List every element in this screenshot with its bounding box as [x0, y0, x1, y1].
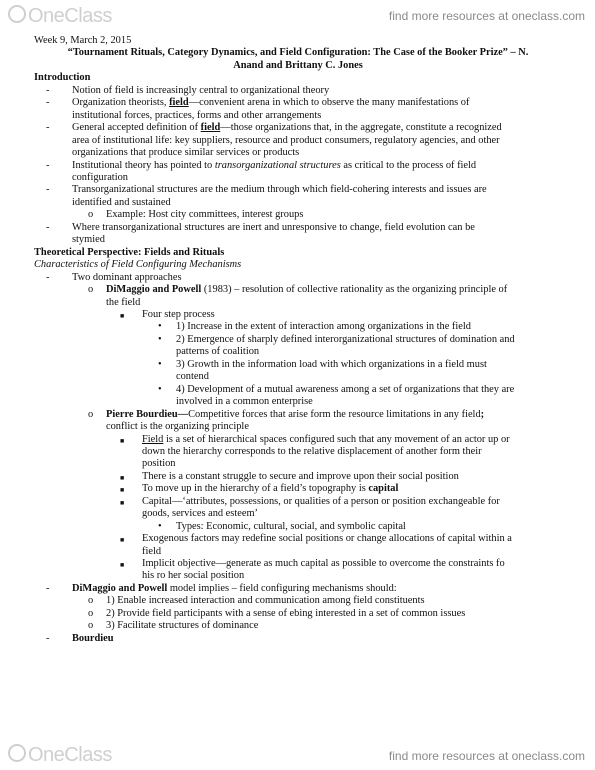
- text: Capital—‘attributes, possessions, or qualities of a person or position exchangeable for: [142, 495, 500, 507]
- intro-item-2-cont: institutional forces, practices, forms and other arrangements: [72, 109, 322, 121]
- text: DiMaggio and Powell: [72, 582, 168, 594]
- dash-marker: -: [46, 122, 50, 134]
- text: Competitive forces that arise form the resource limitations in any field: [188, 408, 481, 420]
- implies-item: [34, 583, 562, 595]
- square-marker: ■: [120, 536, 125, 545]
- doc-date: Week 9, March 2, 2015: [34, 35, 132, 46]
- bourdieu-point-objective: [34, 558, 562, 570]
- bourdieu-point-field-cont2: position: [142, 458, 176, 470]
- text: 2) Provide field participants with a sense of ebing interested in a set of common issues: [106, 607, 466, 619]
- text: (1983) – resolution of collective rationality as the organizing principle of: [201, 284, 508, 296]
- text: —those organizations that, in the aggregate, constitute a recognized: [220, 122, 502, 134]
- header-ad-link[interactable]: find more resources at oneclass.com: [388, 9, 585, 23]
- bourdieu-point-field: [34, 434, 562, 446]
- circle-marker: o: [88, 620, 94, 632]
- text: Pierre Bourdieu—: [106, 408, 189, 420]
- bourdieu-point-capital-def-cont: goods, services and esteem’: [142, 508, 258, 520]
- text: General accepted definition of: [72, 122, 201, 134]
- text: Four step process: [142, 308, 215, 320]
- bourdieu-point-struggle: [34, 471, 562, 483]
- text: transorganizational structures: [214, 159, 341, 171]
- dash-marker: -: [46, 184, 50, 196]
- bourdieu-point-capital: [34, 483, 562, 495]
- circle-marker: o: [88, 209, 94, 221]
- text: as critical to the process of field: [340, 159, 477, 171]
- bourdieu-point-exogenous: [34, 533, 562, 545]
- text: field: [200, 122, 221, 134]
- doc-title-line-1: “Tournament Rituals, Category Dynamics, and Field Configuration: The Case of the Booker Prize” – N.: [67, 47, 529, 59]
- text: 4) Development of a mutual awareness among a set of organizations that they are: [176, 383, 515, 395]
- dot-marker: •: [158, 321, 162, 333]
- implies-sub-3: [34, 620, 562, 632]
- text: DiMaggio and Powell: [106, 284, 202, 296]
- text: capital: [368, 483, 399, 495]
- square-marker: ■: [120, 473, 125, 482]
- bourdieu-point-exogenous-cont: field: [142, 545, 162, 557]
- dash-marker: -: [46, 97, 50, 109]
- intro-item-4-cont: configuration: [72, 171, 128, 183]
- circle-marker: o: [88, 607, 94, 619]
- intro-item-5: [34, 184, 562, 196]
- intro-item-3-cont: area of institutional life: key suppliers, resource and product consumers, regulatory agencies, and other: [72, 134, 500, 146]
- dimaggio-item-cont: the field: [106, 296, 141, 308]
- step-3: [34, 359, 562, 371]
- doc-title-line-2: Anand and Brittany C. Jones: [233, 59, 363, 71]
- square-marker: ■: [120, 486, 125, 495]
- text: To move up in the hierarchy of a field’s topography is: [142, 483, 369, 495]
- dot-marker: •: [158, 520, 162, 532]
- text: 3) Facilitate structures of dominance: [106, 620, 259, 632]
- intro-item-2: [34, 97, 562, 109]
- circle-marker: o: [88, 408, 94, 420]
- dash-marker: -: [46, 221, 50, 233]
- dash-marker: -: [46, 632, 50, 644]
- square-marker: ■: [120, 561, 125, 570]
- page-header: [0, 0, 595, 30]
- text: Transorganizational structures are the medium through which field-cohering interests and issues are: [72, 184, 487, 196]
- dash-marker: -: [46, 159, 50, 171]
- step-4: [34, 384, 562, 396]
- text: ;: [480, 408, 485, 420]
- bourdieu-item: [34, 409, 562, 421]
- intro-heading: Introduction: [34, 72, 91, 84]
- text: Field: [142, 433, 164, 445]
- text: Types: Economic, cultural, social, and symbolic capital: [176, 520, 406, 532]
- text: Where transorganizational structures are inert and unresponsive to change, field evolution can be: [72, 221, 475, 233]
- oneclass-logo[interactable]: [8, 5, 112, 28]
- intro-item-5-cont: identified and sustained: [72, 196, 171, 208]
- text: Exogenous factors may redefine social positions or change allocations of capital within a: [142, 533, 512, 545]
- circle-marker: o: [88, 284, 94, 296]
- step-4-cont: involved in a common enterprise: [176, 396, 313, 408]
- text: There is a constant struggle to secure and improve upon their social position: [142, 470, 459, 482]
- bourdieu-last-item: [34, 633, 562, 645]
- text: Implicit objective—generate as much capital as possible to overcome the constraints fo: [142, 558, 505, 570]
- intro-item-6-cont: stymied: [72, 234, 105, 246]
- logo-ring-icon: [8, 744, 26, 762]
- text: model implies – field configuring mechanisms should:: [167, 582, 397, 594]
- page-footer: [0, 740, 595, 770]
- dash-marker: -: [46, 271, 50, 283]
- dot-marker: •: [158, 333, 162, 345]
- text: Institutional theory has pointed to: [72, 159, 215, 171]
- bourdieu-point-capital-def: [34, 496, 562, 508]
- dimaggio-item: [34, 284, 562, 296]
- text: —convenient arena in which to observe the many manifestations of: [188, 97, 470, 109]
- footer-ad-link[interactable]: find more resources at oneclass.com: [388, 749, 585, 763]
- intro-item-3: [34, 122, 562, 134]
- text: Example: Host city committees, interest groups: [106, 209, 304, 221]
- bourdieu-point-objective-cont: his ro her social position: [142, 570, 245, 582]
- two-approaches: [34, 272, 562, 284]
- step-2: [34, 334, 562, 346]
- text: 1) Enable increased interaction and communication among field constituents: [106, 595, 425, 607]
- text: 2) Emergence of sharply defined interorganizational structures of domination and: [176, 333, 515, 345]
- theory-heading: Theoretical Perspective: Fields and Rituals: [34, 246, 225, 258]
- logo-text: OneClass: [28, 744, 112, 766]
- dash-marker: -: [46, 582, 50, 594]
- implies-sub-2: [34, 608, 562, 620]
- step-1: [34, 321, 562, 333]
- text: is a set of hierarchical spaces configured such that any movement of an actor up or: [163, 433, 510, 445]
- dash-marker: -: [46, 84, 50, 96]
- logo-text: OneClass: [28, 5, 112, 27]
- text: 1) Increase in the extent of interaction among organizations in the field: [176, 321, 471, 333]
- document-body: [34, 35, 562, 645]
- text: Notion of field is increasingly central to organizational theory: [72, 84, 330, 96]
- text: field: [169, 97, 189, 109]
- theory-subheading: Characteristics of Field Configuring Mechanisms: [34, 259, 242, 271]
- intro-item-4: [34, 160, 562, 172]
- bourdieu-point-field-cont: down the hierarchy corresponds to the relative displacement of another form their: [142, 445, 482, 457]
- capital-types: [34, 521, 562, 533]
- logo-ring-icon: [8, 5, 26, 23]
- square-marker: ■: [120, 498, 125, 507]
- step-3-cont: contend: [176, 371, 209, 383]
- intro-item-6: [34, 222, 562, 234]
- step-2-cont: patterns of coalition: [176, 346, 260, 358]
- intro-item-1: [34, 85, 562, 97]
- dot-marker: •: [158, 383, 162, 395]
- text: Two dominant approaches: [72, 271, 182, 283]
- text: 3) Growth in the information load with which organizations in a field must: [176, 358, 487, 370]
- square-marker: ■: [120, 436, 125, 445]
- four-step-item: [34, 309, 562, 321]
- oneclass-logo-footer[interactable]: [8, 744, 112, 767]
- bourdieu-item-cont: conflict is the organizing principle: [106, 421, 249, 433]
- dot-marker: •: [158, 358, 162, 370]
- square-marker: ■: [120, 311, 125, 320]
- text: Bourdieu: [72, 632, 114, 644]
- intro-item-3-cont2: organizations that produce similar services or products: [72, 147, 300, 159]
- text: Organization theorists,: [72, 97, 170, 109]
- circle-marker: o: [88, 595, 94, 607]
- intro-subitem-example: [34, 209, 562, 221]
- implies-sub-1: [34, 595, 562, 607]
